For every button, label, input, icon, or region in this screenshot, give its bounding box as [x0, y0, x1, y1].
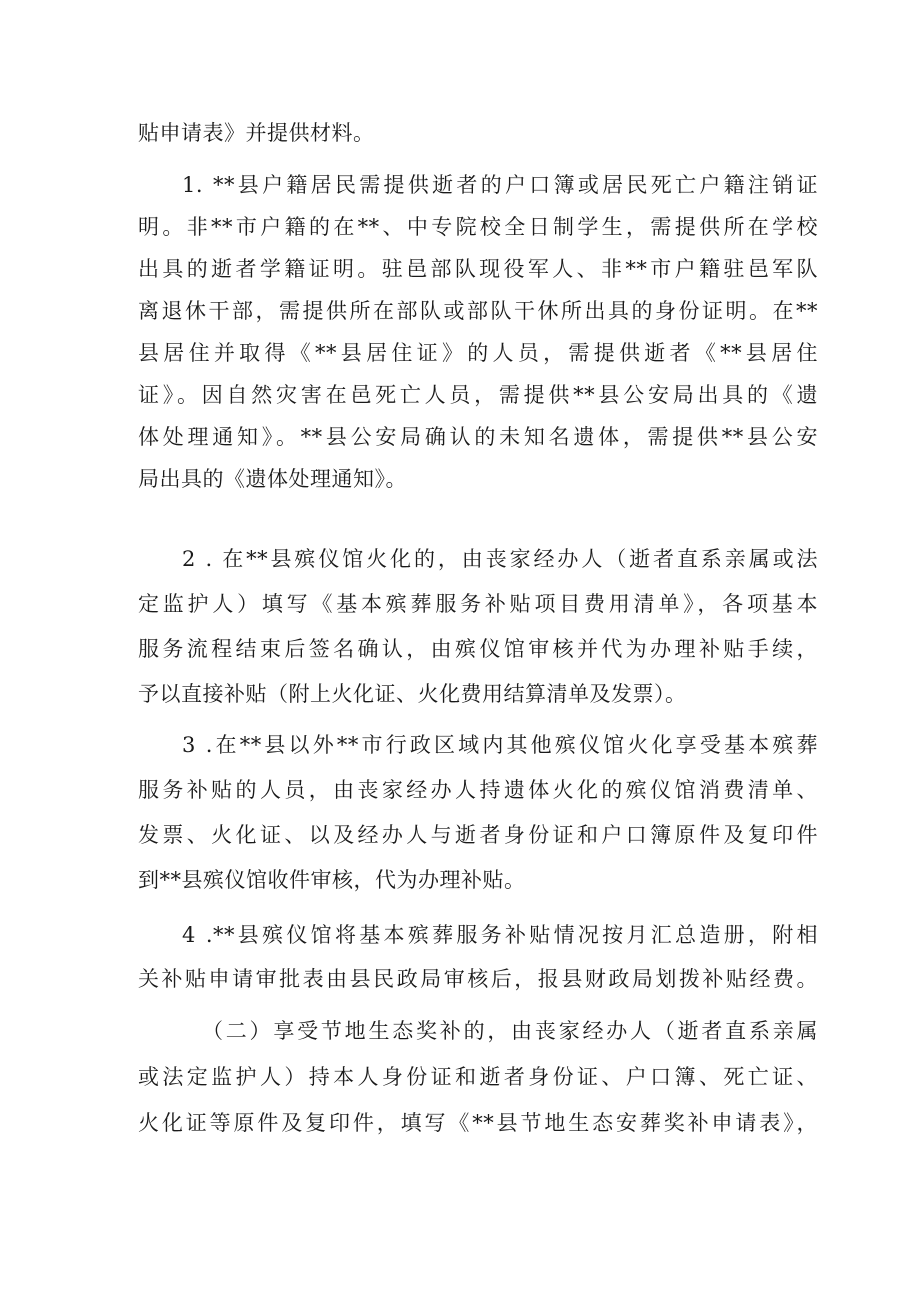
- text-line: 局出具的《遗体处理通知》。: [138, 467, 407, 491]
- text-line: 3 .在**县以外**市行政区域内其他殡仪馆火化享受基本殡葬: [182, 733, 818, 757]
- text-line: （二）享受节地生态奖补的，由丧家经办人（逝者直系亲属: [202, 1019, 818, 1043]
- text-line: 予以直接补贴（附上火化证、火化费用结算清单及发票）。: [138, 682, 687, 706]
- text-line: 县居住并取得《**县居住证》的人员，需提供逝者《**县居住: [138, 341, 818, 365]
- text-line: 关补贴申请审批表由县民政局审核后，报县财政局划拨补贴经费。: [138, 967, 818, 991]
- text-line: 火化证等原件及复印件，填写《**县节地生态安葬奖补申请表》，: [138, 1111, 818, 1135]
- text-line: 2 . 在**县殡仪馆火化的，由丧家经办人（逝者直系亲属或法: [182, 547, 818, 571]
- text-line: 贴申请表》并提供材料。: [138, 121, 375, 145]
- text-line: 4 .**县殡仪馆将基本殡葬服务补贴情况按月汇总造册，附相: [182, 923, 818, 947]
- text-line: 离退休干部，需提供所在部队或部队干休所出具的身份证明。在**: [138, 299, 818, 323]
- text-line: 证》。因自然灾害在邑死亡人员，需提供**县公安局出具的《遗: [138, 383, 818, 407]
- text-line: 服务流程结束后签名确认，由殡仪馆审核并代为办理补贴手续，: [138, 637, 818, 661]
- text-line: 到**县殡仪馆收件审核，代为办理补贴。: [138, 868, 526, 892]
- text-line: 明。非**市户籍的在**、中专院校全日制学生，需提供所在学校: [138, 215, 818, 239]
- text-line: 服务补贴的人员，由丧家经办人持遗体火化的殡仪馆消费清单、: [138, 778, 818, 802]
- text-line: 1. **县户籍居民需提供逝者的户口簿或居民死亡户籍注销证: [182, 173, 818, 197]
- text-line: 定监护人）填写《基本殡葬服务补贴项目费用清单》，各项基本: [138, 592, 818, 616]
- text-line: 体处理通知》。**县公安局确认的未知名遗体，需提供**县公安: [138, 425, 818, 449]
- text-line: 或法定监护人）持本人身份证和逝者身份证、户口簿、死亡证、: [138, 1065, 818, 1089]
- text-line: 发票、火化证、以及经办人与逝者身份证和户口簿原件及复印件: [138, 823, 818, 847]
- text-line: 出具的逝者学籍证明。驻邑部队现役军人、非**市户籍驻邑军队: [138, 257, 818, 281]
